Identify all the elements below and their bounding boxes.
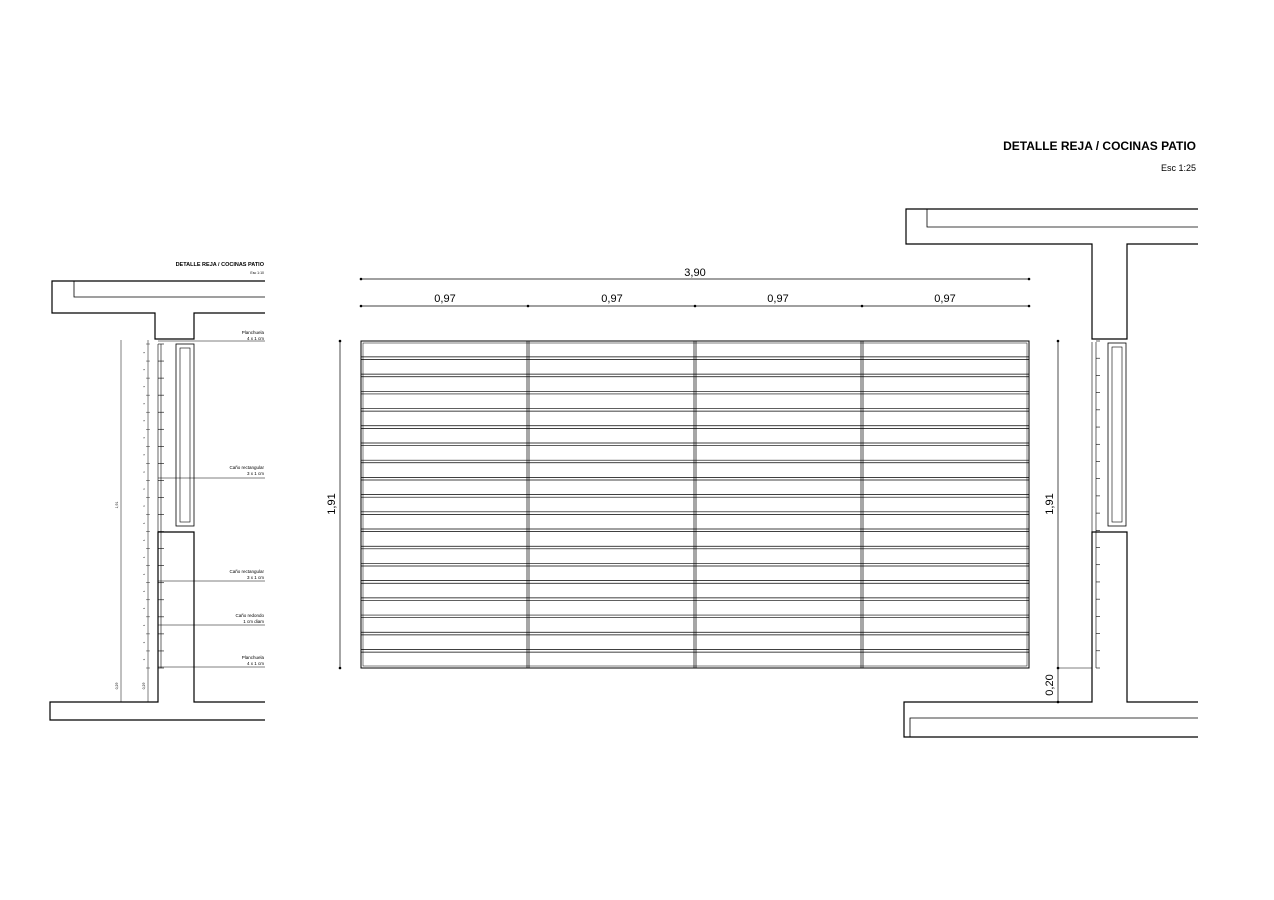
module-width-label-2: 0,97	[601, 293, 623, 305]
left-grille-frame-inner	[180, 348, 190, 522]
dim-dot	[1057, 701, 1060, 704]
tick-label: 1	[142, 641, 146, 644]
left-tick-labels	[142, 344, 150, 668]
module-width-label-4: 0,97	[934, 293, 956, 305]
tick-label: 1	[142, 624, 146, 627]
tick-label: 1	[142, 539, 146, 542]
annotation-2-line1: Caño rectangular	[229, 465, 264, 470]
tick-label: 1	[142, 573, 146, 576]
dim-dot	[1028, 278, 1031, 281]
grille-slats	[361, 357, 1029, 652]
right-floor-slab-inner	[910, 718, 1198, 737]
right-curb-label: 0,20	[1044, 674, 1056, 696]
left-top-slab	[52, 281, 265, 339]
tick-label: 1	[142, 402, 146, 405]
tick-label: 1	[142, 419, 146, 422]
module-width-label-3: 0,97	[767, 293, 789, 305]
tick-label: 1	[142, 368, 146, 371]
dim-dot	[527, 305, 530, 308]
annotation-2-line2: 3 x 1 cm	[246, 471, 264, 476]
annotation-1-line1: Planchuela	[241, 330, 264, 335]
annotation-3-line1: Caño rectangular	[229, 569, 264, 574]
dim-dot	[339, 667, 342, 670]
right-grille-frame-inner	[1112, 347, 1122, 522]
right-top-slab	[906, 209, 1198, 339]
sheet-title: DETALLE REJA / COCINAS PATIO	[1003, 139, 1196, 153]
tick-label: 1	[142, 658, 146, 661]
dim-dot	[339, 340, 342, 343]
annotation-1-line2: 4 x 1 cm	[246, 336, 264, 341]
tick-label: 1	[142, 437, 146, 439]
height-label: 1,91	[326, 493, 338, 515]
right-bar-ticks	[1096, 341, 1100, 668]
tick-label: 1	[142, 471, 146, 473]
tick-label: 1	[142, 607, 146, 610]
tick-label: 1	[142, 522, 146, 524]
dim-dot	[360, 278, 363, 281]
tick-label: 1	[142, 505, 146, 507]
right-height-label: 1,91	[1044, 493, 1056, 515]
left-section-title: DETALLE REJA / COCINAS PATIO	[175, 262, 264, 268]
grille-outer-frame	[361, 341, 1029, 668]
dim-dot	[1028, 305, 1031, 308]
tick-label: 1	[142, 488, 146, 490]
left-height-label: 1,91	[115, 501, 119, 509]
overall-width-label: 3,90	[684, 267, 706, 279]
dim-dot	[861, 305, 864, 308]
left-grille-frame	[176, 344, 194, 526]
dim-dot	[360, 305, 363, 308]
tick-label: 1	[142, 556, 146, 559]
tick-label: 1	[142, 385, 146, 388]
grille-modules	[363, 341, 1027, 668]
right-floor-slab	[904, 532, 1198, 737]
right-grille-frame	[1108, 343, 1126, 526]
annotation-5-line1: Planchuela	[241, 655, 264, 660]
annotation-4-line1: Caño redondo	[235, 613, 264, 618]
tick-label: 1	[142, 590, 146, 593]
left-curb-label-b: 0,29	[142, 682, 146, 690]
annotation-3-line2: 3 x 1 cm	[246, 575, 264, 580]
tick-label: 1	[142, 351, 146, 354]
right-section-detail	[904, 209, 1198, 737]
tick-label: 1	[142, 454, 146, 456]
module-width-label-1: 0,97	[434, 293, 456, 305]
right-top-slab-inner	[927, 209, 1198, 227]
sheet-scale: Esc 1:25	[1160, 163, 1196, 173]
left-curb-label-a: 0,29	[115, 682, 119, 690]
left-floor-slab	[50, 532, 265, 720]
left-top-slab-inner	[74, 281, 265, 297]
grille-elevation	[326, 267, 1030, 669]
dim-dot	[1057, 340, 1060, 343]
annotation-5-line2: 4 x 1 cm	[246, 661, 264, 666]
dim-dot	[694, 305, 697, 308]
left-section-scale: Esc 1:10	[250, 271, 264, 275]
annotation-4-line2: 1 cm diam	[243, 619, 264, 624]
left-section-detail	[50, 262, 265, 720]
